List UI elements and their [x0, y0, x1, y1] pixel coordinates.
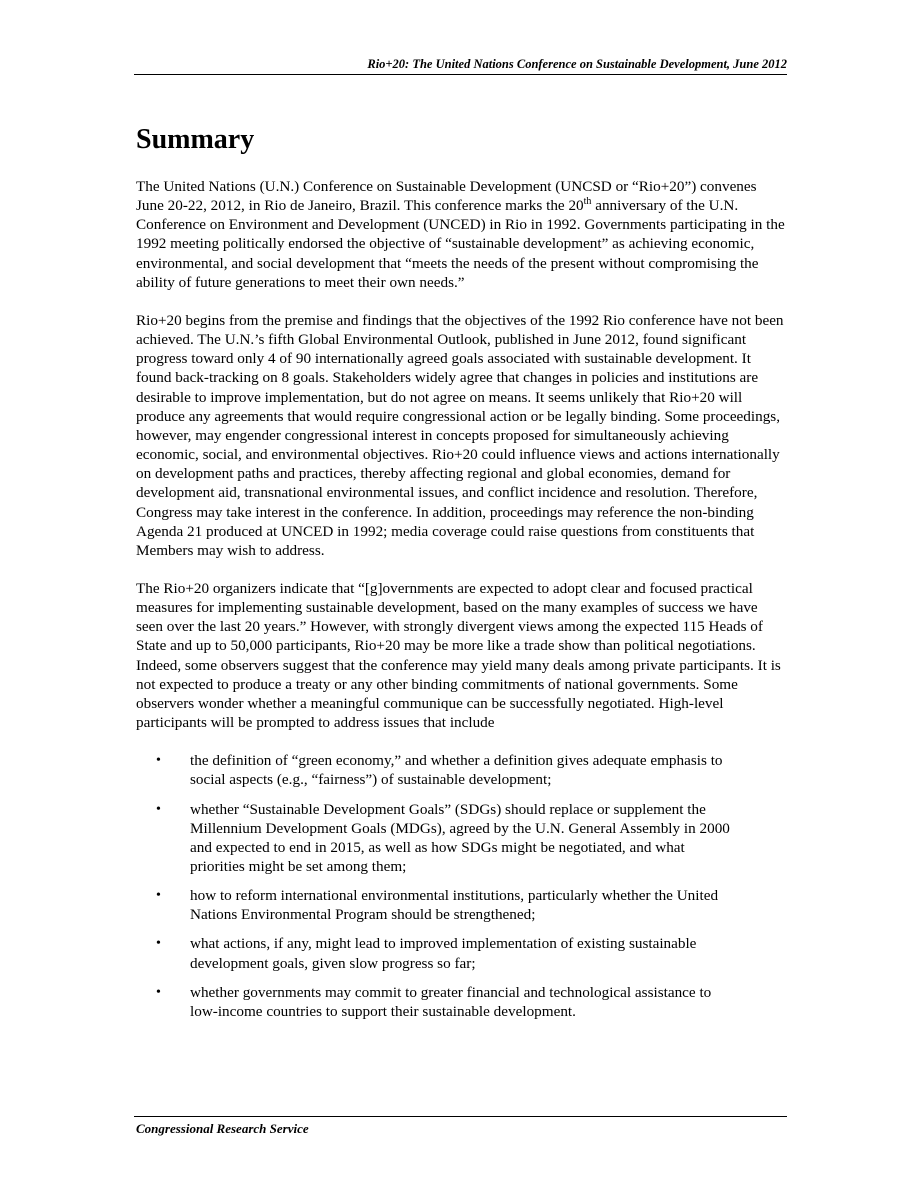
list-item	[136, 886, 730, 924]
paragraph-1	[136, 177, 788, 292]
list-item-text: what actions, if any, might lead to improved implementation of existing sustainable development goals, given slow progress so far;	[190, 935, 697, 972]
paragraph-3: The Rio+20 organizers indicate that “[g]overnments are expected to adopt clear and focused practical measures for implementing sustainable development, based on the many examples of success we have seen over the last 20 years.” However, with strongly divergent views among the expected 115 Heads of State and up to 50,000 participants, Rio+20 may be more like a trade show than political negotiations. Indeed, some observers suggest that the conference may yield many deals among private participants. It is not expected to produce a treaty or any other binding commitments of national governments. Some observers wonder whether a meaningful communique can be successfully negotiated. High-level participants will be prompted to address issues that include	[136, 579, 781, 732]
paragraph-1-text-b: anniversary of the U.N. Conference on Environment and Development (UNCED) in Rio in 1992. Governments participating in the 1992 meeting politically endorsed the objective of “sustainable development” as achieving economic, environmental, and social development that “meets the needs of the present without compromising the ability of future generations to meet their own needs.”	[136, 197, 785, 291]
header-divider	[134, 74, 787, 75]
footer-divider	[134, 1116, 787, 1117]
bullet-icon: •	[156, 888, 161, 904]
paragraph-1-text-a: The United Nations (U.N.) Conference on Sustainable Development (UNCSD or “Rio+20”) convenes June 20-22, 2012, in Rio de Janeiro, Brazil. This conference marks the 20	[136, 178, 757, 215]
summary-body	[136, 177, 788, 1031]
list-item-text: whether governments may commit to greater financial and technological assistance to low-income countries to support their sustainable development.	[190, 983, 712, 1020]
list-item	[136, 751, 730, 789]
issues-list	[136, 751, 788, 1021]
bullet-icon: •	[156, 801, 161, 817]
list-item-text: how to reform international environmental institutions, particularly whether the United Nations Environmental Program should be strengthened;	[190, 887, 719, 924]
paragraph-2: Rio+20 begins from the premise and findings that the objectives of the 1992 Rio conference have not been achieved. The U.N.’s fifth Global Environmental Outlook, published in June 2012, found significant progress toward only 4 of 90 internationally agreed goals associated with sustainable development. It found back-tracking on 8 goals. Stakeholders widely agree that changes in policies and institutions are desirable to improve implementation, but do not agree on means. It seems unlikely that Rio+20 will produce any agreements that would require congressional action or be legally binding. Some proceedings, however, may engender congressional interest in concepts proposed for simultaneously achieving economic, social, and environmental objectives. Rio+20 could influence views and actions internationally on development paths and practices, thereby affecting regional and global economies, demand for development aid, transnational environmental issues, and conflict incidence and resolution. Therefore, Congress may take interest in the conference. In addition, proceedings may reference the non-binding Agenda 21 produced at UNCED in 1992; media coverage could raise questions from constituents that Members may wish to address.	[136, 311, 784, 559]
list-item	[136, 934, 730, 972]
list-item-text: whether “Sustainable Development Goals” (SDGs) should replace or supplement the Millennium Development Goals (MDGs), agreed by the U.N. General Assembly in 2000 and expected to end in 2015, as well as how SDGs might be negotiated, and what priorities might be set among them;	[190, 800, 730, 875]
list-item	[136, 983, 730, 1021]
list-item-text: the definition of “green economy,” and whether a definition gives adequate emphasis to social aspects (e.g., “fairness”) of sustainable development;	[190, 752, 723, 789]
bullet-icon: •	[156, 936, 161, 952]
running-header: Rio+20: The United Nations Conference on Sustainable Development, June 2012	[367, 57, 787, 71]
list-item	[136, 800, 730, 877]
running-footer: Congressional Research Service	[136, 1121, 309, 1136]
bullet-icon: •	[156, 984, 161, 1000]
ordinal-suffix: th	[583, 196, 592, 208]
section-title: Summary	[136, 124, 255, 155]
bullet-icon: •	[156, 753, 161, 769]
